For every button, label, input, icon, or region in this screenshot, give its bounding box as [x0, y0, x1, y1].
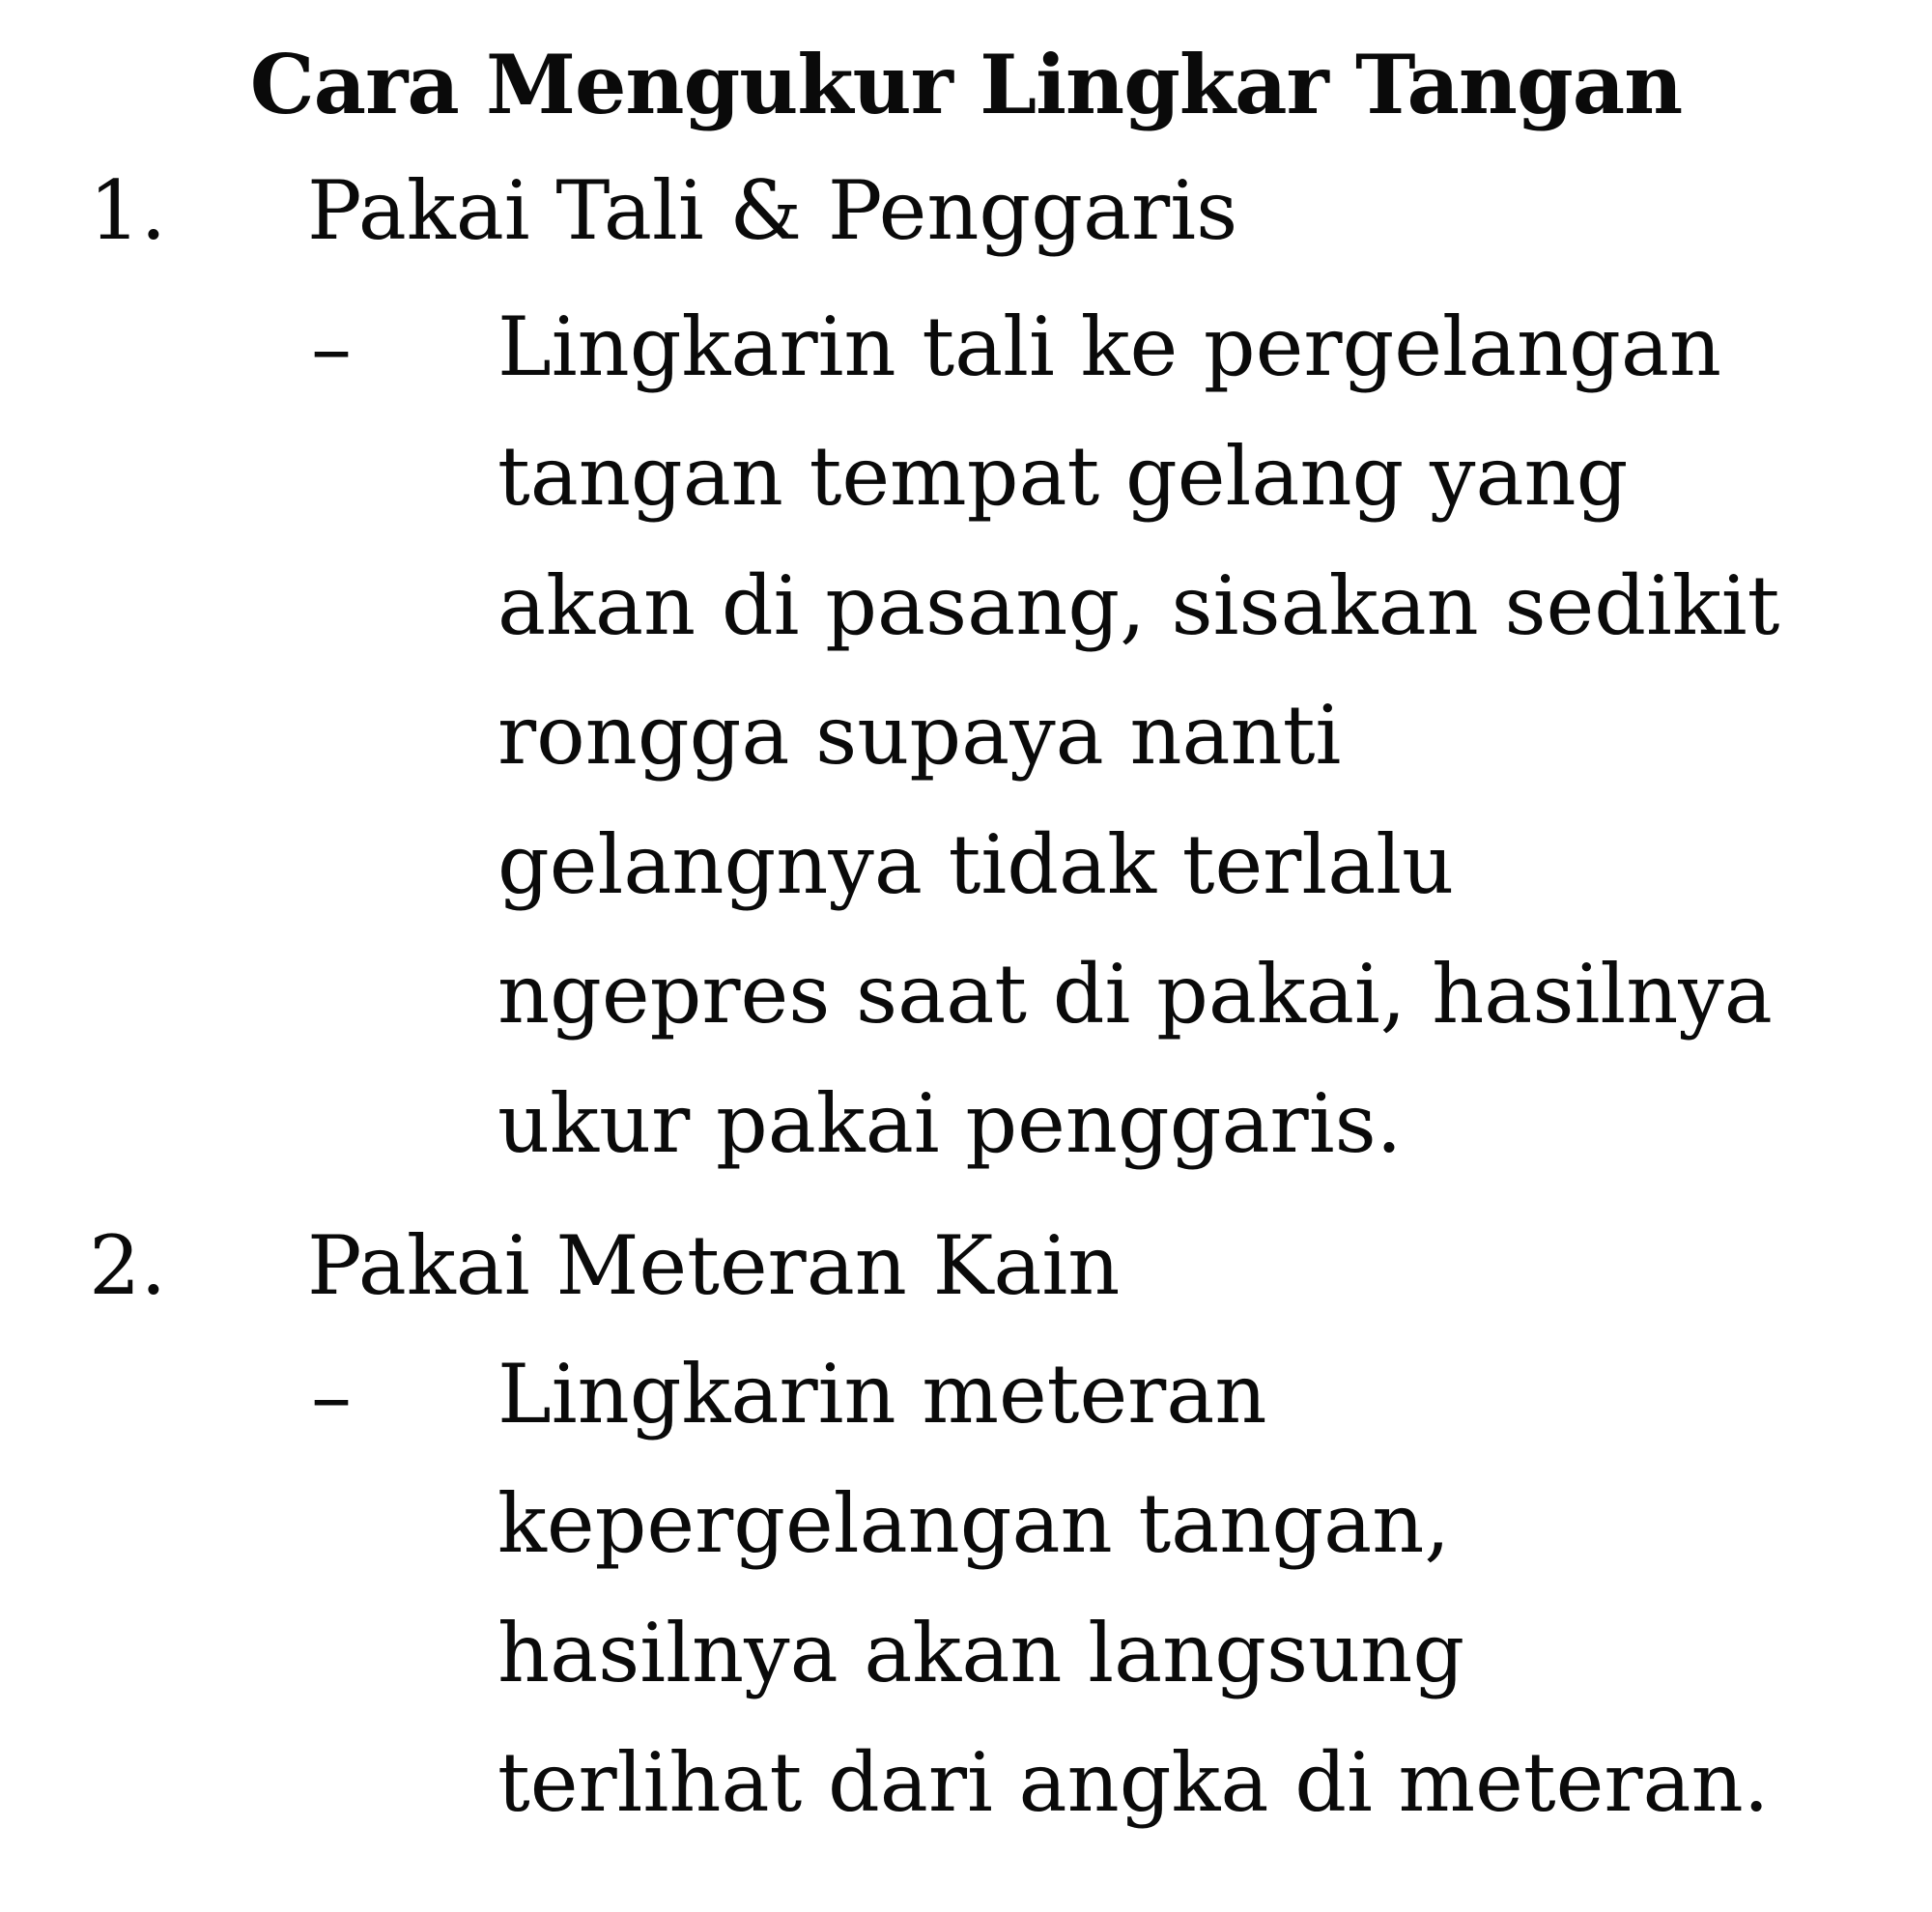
item-description: Lingkarin tali ke pergelangan tangan tempat gelang yang akan di pasang, sisakan sedikit rongga supaya nanti gelangnya tidak terlalu ngepres saat di pakai, hasilnya ukur pakai penggaris. [497, 300, 1780, 1171]
dash-bullet: – [311, 300, 352, 395]
item-number: 2. [89, 1218, 167, 1313]
item-heading: Pakai Meteran Kain [307, 1218, 1121, 1313]
item-number: 1. [89, 163, 167, 258]
dash-bullet: – [311, 1349, 352, 1443]
item-description: Lingkarin meteran kepergelangan tangan, hasilnya akan langsung terlihat dari angka di meteran. [497, 1347, 1770, 1830]
document-title: Cara Mengukur Lingkar Tangan [249, 37, 1683, 132]
item-heading: Pakai Tali & Penggaris [307, 163, 1238, 258]
